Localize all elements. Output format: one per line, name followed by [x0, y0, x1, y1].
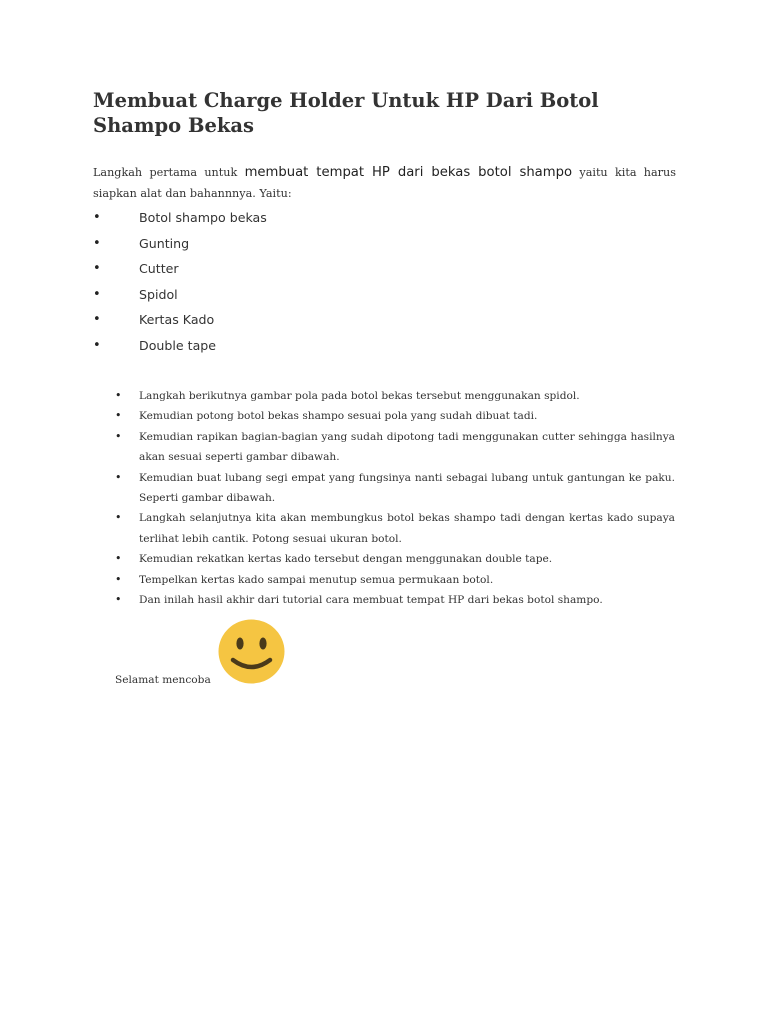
page-title: Membuat Charge Holder Untuk HP Dari Botol Shampo Bekas	[93, 89, 599, 137]
list-item	[115, 386, 675, 406]
list-item	[115, 406, 675, 426]
smiley-face-icon	[218, 619, 285, 684]
bullet-icon: •	[115, 409, 122, 423]
material-label: Cutter	[139, 261, 179, 277]
bullet-icon: •	[93, 235, 101, 251]
intro-paragraph	[93, 162, 676, 204]
bullet-icon: •	[93, 337, 101, 353]
bullet-icon: •	[115, 429, 122, 443]
bullet-icon: •	[115, 593, 122, 607]
list-item	[93, 284, 493, 310]
list-item	[115, 590, 675, 610]
list-item	[93, 207, 493, 233]
intro-text-end: yaitu kita harus siapkan alat dan bahannnya. Yaitu:	[93, 166, 676, 200]
bullet-icon: •	[115, 470, 122, 484]
step-text: Kemudian rapikan bagian-bagian yang sudah dipotong tadi menggunakan cutter sehingga hasilnya akan sesuai seperti gambar dibawah.	[139, 430, 675, 464]
list-item	[115, 508, 675, 549]
material-label: Botol shampo bekas	[139, 210, 267, 225]
smiley-face	[219, 620, 285, 684]
intro-text-start: Langkah pertama untuk	[93, 166, 245, 179]
list-item	[93, 335, 493, 361]
bullet-icon: •	[93, 286, 101, 302]
steps-list	[115, 386, 675, 610]
material-label: Spidol	[139, 286, 178, 302]
intro-emphasis: membuat tempat HP dari bekas botol shampo	[244, 165, 573, 180]
list-item	[93, 233, 493, 259]
bullet-icon: •	[93, 261, 101, 277]
smiley-eye-right	[259, 638, 266, 650]
step-text: Langkah selanjutnya kita akan membungkus botol bekas shampo tadi dengan kertas kado supaya terlihat lebih cantik. Potong sesuai ukuran botol.	[139, 512, 675, 545]
bullet-icon: •	[115, 389, 122, 402]
list-item	[93, 309, 493, 335]
step-text: Kemudian potong botol bekas shampo sesuai pola yang sudah dibuat tadi.	[139, 410, 538, 423]
list-item	[115, 570, 675, 590]
list-item	[115, 427, 675, 468]
bullet-icon: •	[93, 312, 101, 328]
step-text: Kemudian buat lubang segi empat yang fungsinya nanti sebagai lubang untuk gantungan ke paku. Seperti gambar dibawah.	[139, 471, 675, 505]
step-text: Tempelkan kertas kado sampai menutup semua permukaan botol.	[139, 573, 494, 586]
bullet-icon: •	[115, 552, 122, 566]
materials-list	[93, 207, 493, 361]
material-label: Double tape	[139, 337, 217, 353]
bullet-icon: •	[93, 210, 101, 225]
bullet-icon: •	[115, 511, 122, 525]
list-item	[115, 549, 675, 569]
list-item	[115, 468, 675, 509]
step-text: Dan inilah hasil akhir dari tutorial cara membuat tempat HP dari bekas botol shampo.	[139, 594, 603, 607]
bullet-icon: •	[115, 572, 122, 586]
material-label: Gunting	[139, 235, 190, 251]
step-text: Langkah berikutnya gambar pola pada botol bekas tersebut menggunakan spidol.	[139, 390, 580, 402]
smiley-eye-left	[236, 638, 243, 650]
closing-text: Selamat mencoba	[115, 674, 211, 686]
material-label: Kertas Kado	[139, 312, 215, 328]
step-text: Kemudian rekatkan kertas kado tersebut dengan menggunakan double tape.	[139, 553, 553, 566]
list-item	[93, 258, 493, 284]
